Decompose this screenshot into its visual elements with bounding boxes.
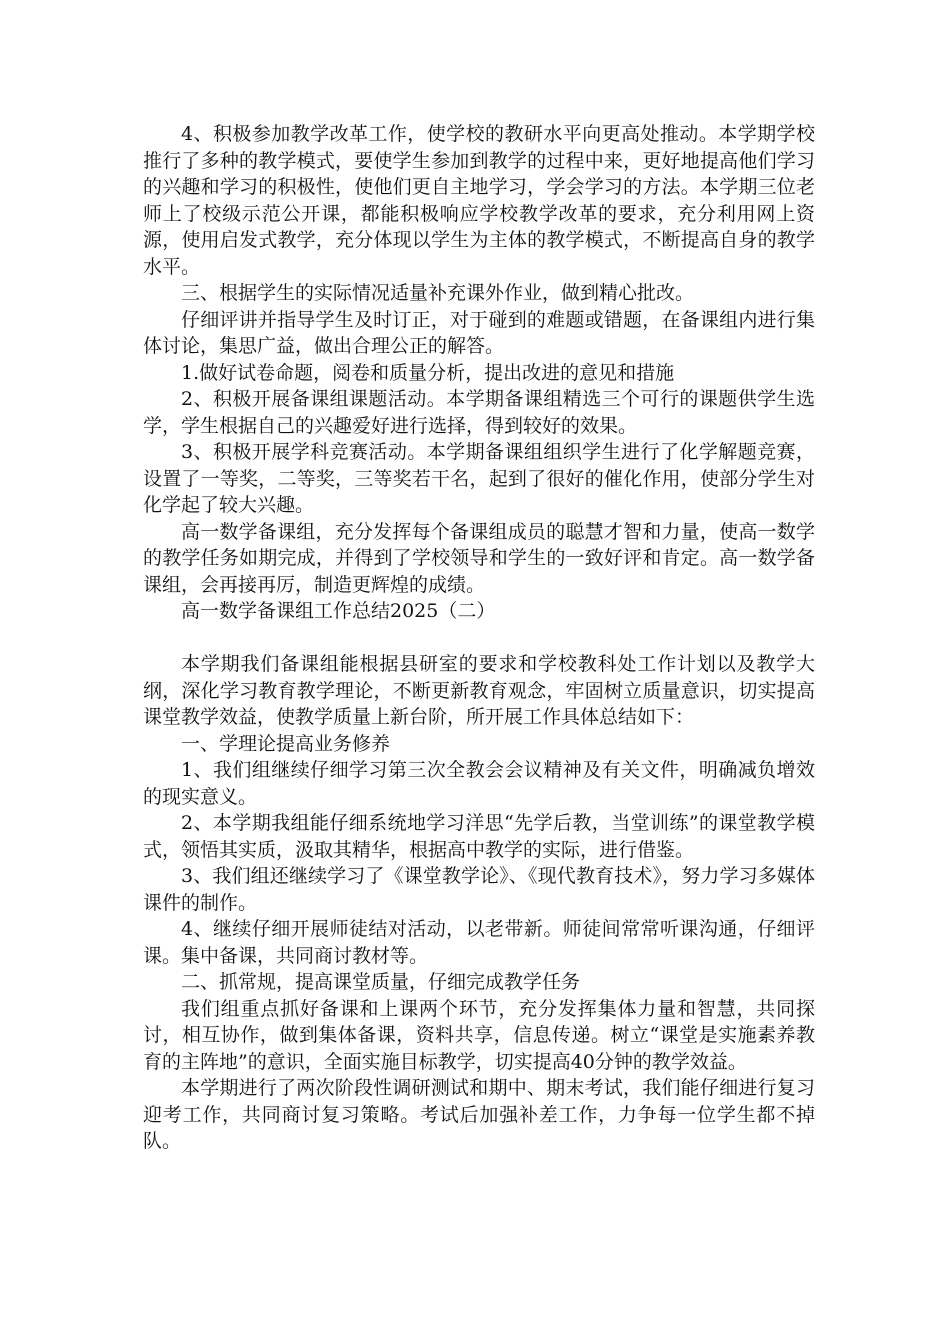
paragraph-competition: 3、积极开展学科竞赛活动。本学期备课组组织学生进行了化学解题竞赛，设置了一等奖，二等奖，三等奖若干名，起到了很好的催化作用，使部分学生对化学起了较大兴趣。 (143, 441, 815, 516)
paragraph-item-three: 3、我们组还继续学习了《课堂教学论》、《现代教育技术》，努力学习多媒体课件的制作。 (143, 865, 815, 914)
paragraph-intro: 本学期我们备课组能根据县研室的要求和学校教科处工作计划以及教学大纲，深化学习教育教学理论，不断更新教育观念，牢固树立质量意识，切实提高课堂教学效益，使教学质量上新台阶，所开展工作具体总结如下： (143, 653, 815, 728)
document-body (143, 121, 815, 1155)
paragraph-conclusion: 高一数学备课组，充分发挥每个备课组成员的聪慧才智和力量，使高一数学的教学任务如期完成，并得到了学校领导和学生的一致好评和肯定。高一数学备课组，会再接再厉，制造更辉煌的成绩。 (143, 520, 815, 596)
paragraph-exam-paper: 1.做好试卷命题，阅卷和质量分析，提出改进的意见和措施 (181, 361, 675, 384)
paragraph-review-guidance: 仔细评讲并指导学生及时订正，对于碰到的难题或错题，在备课组内进行集体讨论，集思广益，做出合理公正的解答。 (143, 308, 815, 357)
paragraph-teaching-reform: 4、积极参加教学改革工作，使学校的教研水平向更高处推动。本学期学校推行了多种的教学模式，要使学生参加到教学的过程中来，更好地提高他们学习的兴趣和学习的积极性，使他们更自主地学习，学会学习的方法。本学期三位老师上了校级示范公开课，都能积极响应学校教学改革的要求，充分利用网上资源，使用启发式教学，充分体现以学生为主体的教学模式，不断提高自身的教学水平。 (143, 123, 815, 278)
paragraph-item-two: 2、本学期我组能仔细系统地学习洋思“先学后教，当堂训练”的课堂教学模式，领悟其实质，汲取其精华，根据高中教学的实际，进行借鉴。 (143, 812, 815, 861)
paragraph-heading-theory: 一、学理论提高业务修养 (181, 732, 391, 755)
paragraph-research-topics: 2、积极开展备课组课题活动。本学期备课组精选三个可行的课题供学生选学，学生根据自己的兴趣爱好进行选择，得到较好的效果。 (143, 388, 815, 437)
blank-line (143, 625, 815, 652)
paragraph-exams: 本学期进行了两次阶段性调研测试和期中、期末考试，我们能仔细进行复习迎考工作，共同商讨复习策略。考试后加强补差工作，力争每一位学生都不掉队。 (143, 1077, 815, 1152)
section-title-part-two: 高一数学备课组工作总结2025（二） (181, 600, 496, 622)
paragraph-lesson-prep: 我们组重点抓好备课和上课两个环节，充分发挥集体力量和智慧，共同探讨，相互协作，做到集体备课，资料共享，信息传递。树立“课堂是实施素养教育的主阵地”的意识，全面实施目标教学，切实提高40分钟的教学效益。 (143, 997, 815, 1073)
paragraph-item-one: 1、我们组继续仔细学习第三次全教会会议精神及有关文件，明确减负增效的现实意义。 (143, 759, 815, 808)
paragraph-heading-routine: 二、抓常规，提高课堂质量，仔细完成教学任务 (181, 971, 581, 993)
paragraph-item-four: 4、继续仔细开展师徒结对活动，以老带新。师徒间常常听课沟通，仔细评课。集中备课，共同商讨教材等。 (143, 918, 815, 967)
paragraph-section-three-heading: 三、根据学生的实际情况适量补充课外作业，做到精心批改。 (181, 282, 695, 304)
